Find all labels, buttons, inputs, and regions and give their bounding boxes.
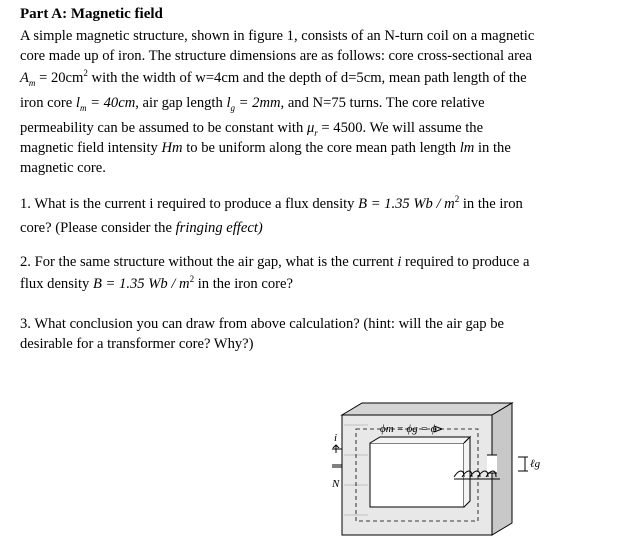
question-2 bbox=[20, 252, 610, 294]
intro-line-5-b: . We will assume the bbox=[362, 120, 484, 136]
intro-line-4-a: iron core bbox=[20, 95, 76, 111]
intro-line-7: magnetic core. bbox=[20, 160, 106, 176]
intro-line-6-b: to be uniform along the core mean path length bbox=[182, 140, 460, 156]
mu-subscript: r bbox=[314, 127, 318, 138]
q2-text-b: required to produce a bbox=[401, 254, 530, 270]
lm-symbol: l bbox=[75, 95, 80, 111]
mu-symbol: μ bbox=[306, 120, 315, 136]
lm-value: = 40cm bbox=[86, 95, 136, 111]
coil-leads bbox=[332, 449, 342, 465]
intro-line-4-b: , air gap length bbox=[135, 95, 227, 111]
intro-line-4 bbox=[20, 93, 610, 113]
q1-text-b: in the iron bbox=[459, 196, 523, 212]
q2-current-symbol: i bbox=[397, 254, 402, 270]
question-3 bbox=[20, 314, 610, 354]
q2-text-d: in the iron core? bbox=[194, 276, 293, 292]
q2-text-c: flux density bbox=[20, 276, 93, 292]
lg-subscript: g bbox=[230, 102, 235, 113]
section-title: Part A: Magnetic field bbox=[20, 6, 163, 22]
q1-superscript: 2 bbox=[454, 194, 460, 205]
area-value: = 20cm bbox=[35, 70, 84, 86]
gap-dimension bbox=[518, 457, 528, 471]
q3-line-1: 3. What conclusion you can draw from above calculation? (hint: will the air gap be bbox=[20, 316, 505, 332]
intro-line-6-a: magnetic field intensity bbox=[20, 140, 162, 156]
intro-line-5 bbox=[20, 118, 610, 138]
intro-line-6 bbox=[20, 138, 610, 158]
q1-text-a: 1. What is the current i required to produce a flux density bbox=[20, 196, 359, 212]
intro-line-5-a: permeability can be assumed to be constant with bbox=[20, 120, 307, 136]
gap-label: ℓg bbox=[530, 458, 541, 470]
flux-label: ϕm = ϕg = ϕ bbox=[380, 423, 437, 435]
current-label: i bbox=[334, 432, 338, 444]
intro-line-6-c: in the bbox=[474, 140, 511, 156]
q2-flux-density: B = 1.35 Wb / m bbox=[92, 276, 190, 292]
area-subscript: m bbox=[28, 77, 36, 88]
magnetic-core-figure bbox=[322, 395, 552, 545]
core-window bbox=[370, 443, 464, 507]
q1-line-2 bbox=[20, 218, 610, 238]
q2-text-a: 2. For the same structure without the air gap, what is the current bbox=[20, 254, 398, 270]
q2-line-2 bbox=[20, 274, 610, 294]
question-1 bbox=[20, 194, 610, 238]
q1-text-c: core? (Please consider the bbox=[20, 220, 176, 236]
mu-value: = 4500 bbox=[317, 120, 363, 136]
lm-symbol-inline: lm bbox=[459, 140, 475, 156]
q2-superscript: 2 bbox=[189, 274, 195, 285]
area-superscript: 2 bbox=[83, 68, 88, 79]
core-top-face bbox=[342, 403, 512, 415]
turns-label: N bbox=[332, 478, 340, 490]
intro-line-3-text: with the width of w=4cm and the depth of d=5cm, mean path length of the bbox=[87, 70, 527, 86]
intro-paragraph bbox=[20, 26, 610, 178]
hm-symbol: Hm bbox=[161, 140, 183, 156]
air-gap bbox=[487, 455, 497, 473]
q3-line-2: desirable for a transformer core? Why?) bbox=[20, 336, 254, 352]
lm-subscript: m bbox=[79, 102, 87, 113]
q2-line-1 bbox=[20, 252, 610, 272]
q1-fringing: fringing effect) bbox=[175, 220, 263, 236]
intro-line-3 bbox=[20, 68, 610, 88]
lg-symbol: l bbox=[226, 95, 231, 111]
lg-value: = 2mm bbox=[235, 95, 281, 111]
q1-line-1 bbox=[20, 194, 610, 214]
intro-line-2: core made up of iron. The structure dimensions are as follows: core cross-sectional area bbox=[20, 48, 532, 64]
area-symbol: A bbox=[20, 70, 29, 86]
intro-line-4-c: , and N=75 turns. The core relative bbox=[280, 95, 485, 111]
q1-flux-density: B = 1.35 Wb / m bbox=[358, 196, 455, 212]
intro-line-1: A simple magnetic structure, shown in figure 1, consists of an N-turn coil on a magnetic bbox=[20, 28, 535, 44]
